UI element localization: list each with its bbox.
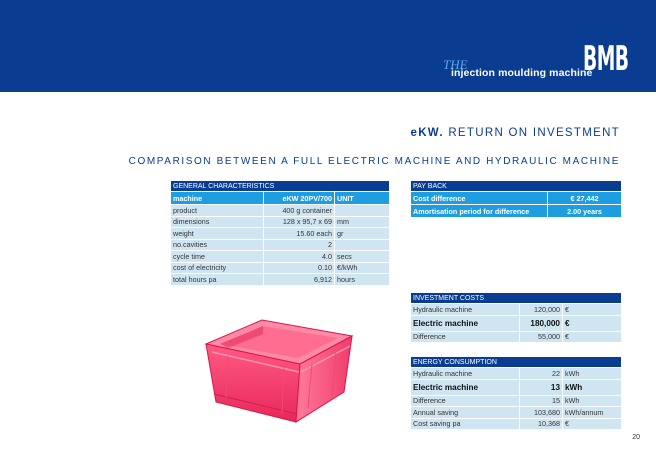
- title-rest: RETURN ON INVESTMENT: [448, 127, 620, 139]
- cell-label: Annual saving: [411, 407, 519, 418]
- cell-value: 120,000: [520, 304, 562, 315]
- page-number: 20: [632, 434, 640, 441]
- energy-heading: ENERGY CONSUMPTION: [411, 357, 621, 367]
- cell-label: Electric machine: [411, 380, 519, 395]
- cell-unit: [335, 205, 389, 216]
- investment-heading: INVESTMENT COSTS: [411, 293, 621, 303]
- cell-label: cycle time: [171, 251, 263, 262]
- cell-unit: hours: [335, 274, 389, 285]
- cell-value: 400 g container: [264, 205, 334, 216]
- payback-value: 2.00 years: [548, 205, 621, 217]
- cell-unit: €: [563, 316, 621, 331]
- table-row: [171, 205, 389, 216]
- cell-value: 4.0: [264, 251, 334, 262]
- cell-unit: kWh/annum: [563, 407, 621, 418]
- cell-value: 22: [520, 368, 562, 379]
- payback-value: € 27,442: [548, 192, 621, 204]
- cell-label: total hours pa: [171, 274, 263, 285]
- cell-unit: mm: [335, 217, 389, 228]
- payback-label: Cost difference: [411, 192, 547, 204]
- table-row: [411, 304, 621, 315]
- cell-label: Difference: [411, 332, 519, 343]
- payback-label: Amortisation period for difference: [411, 205, 547, 217]
- col-model: eKW 20PV/700: [264, 192, 334, 204]
- table-row: [411, 368, 621, 379]
- cell-label: Electric machine: [411, 316, 519, 331]
- cell-unit: [335, 240, 389, 251]
- cell-label: Hydraulic machine: [411, 368, 519, 379]
- table-row: [411, 316, 621, 331]
- cell-label: cost of electricity: [171, 263, 263, 274]
- tagline-text: injection moulding machine: [451, 67, 593, 79]
- cell-value: 55,000: [520, 332, 562, 343]
- cell-value: 128 x 95,7 x 69: [264, 217, 334, 228]
- page-subtitle: COMPARISON BETWEEN A FULL ELECTRIC MACHINE AND HYDRAULIC MACHINE: [128, 156, 620, 167]
- energy-consumption-table: [410, 356, 622, 430]
- cell-unit: kWh: [563, 368, 621, 379]
- cell-label: Difference: [411, 396, 519, 407]
- table-row: [171, 263, 389, 274]
- table-row: [411, 396, 621, 407]
- cell-unit: €: [563, 419, 621, 430]
- title-prefix: eKW.: [410, 127, 444, 139]
- cell-value: 15.60 each: [264, 228, 334, 239]
- general-heading: GENERAL CHARACTERISTICS: [171, 181, 389, 191]
- table-row: [411, 332, 621, 343]
- pink-container-image: [200, 310, 360, 430]
- cell-unit: secs: [335, 251, 389, 262]
- cell-unit: €/kWh: [335, 263, 389, 274]
- cell-label: Hydraulic machine: [411, 304, 519, 315]
- tagline: [443, 57, 593, 83]
- table-row: [171, 228, 389, 239]
- payback-table: [410, 180, 622, 218]
- cell-value: 13: [520, 380, 562, 395]
- cell-unit: €: [563, 304, 621, 315]
- table-row: [411, 380, 621, 395]
- table-row: [411, 419, 621, 430]
- col-unit: UNIT: [335, 192, 389, 204]
- general-characteristics-table: [170, 180, 390, 286]
- cell-value: 180,000: [520, 316, 562, 331]
- table-row: [171, 274, 389, 285]
- bmb-logo: BMB: [583, 39, 629, 79]
- investment-costs-table: [410, 292, 622, 343]
- cell-value: 2: [264, 240, 334, 251]
- cell-value: 10,368: [520, 419, 562, 430]
- cell-unit: gr: [335, 228, 389, 239]
- table-row: [171, 240, 389, 251]
- cell-unit: €: [563, 332, 621, 343]
- cell-label: Cost saving pa: [411, 419, 519, 430]
- cell-value: 15: [520, 396, 562, 407]
- cell-label: product: [171, 205, 263, 216]
- page-title: [411, 127, 621, 139]
- cell-unit: kWh: [563, 396, 621, 407]
- cell-value: 6,912: [264, 274, 334, 285]
- table-row: [171, 217, 389, 228]
- cell-value: 103,680: [520, 407, 562, 418]
- header-banner: [0, 0, 656, 92]
- cell-unit: kWh: [563, 380, 621, 395]
- col-machine: machine: [171, 192, 263, 204]
- cell-label: dimensions: [171, 217, 263, 228]
- cell-label: no.cavities: [171, 240, 263, 251]
- cell-value: 0.10: [264, 263, 334, 274]
- payback-heading: PAY BACK: [411, 181, 621, 191]
- cell-label: weight: [171, 228, 263, 239]
- table-row: [411, 407, 621, 418]
- tagline-the: THE: [443, 57, 468, 72]
- table-row: [171, 251, 389, 262]
